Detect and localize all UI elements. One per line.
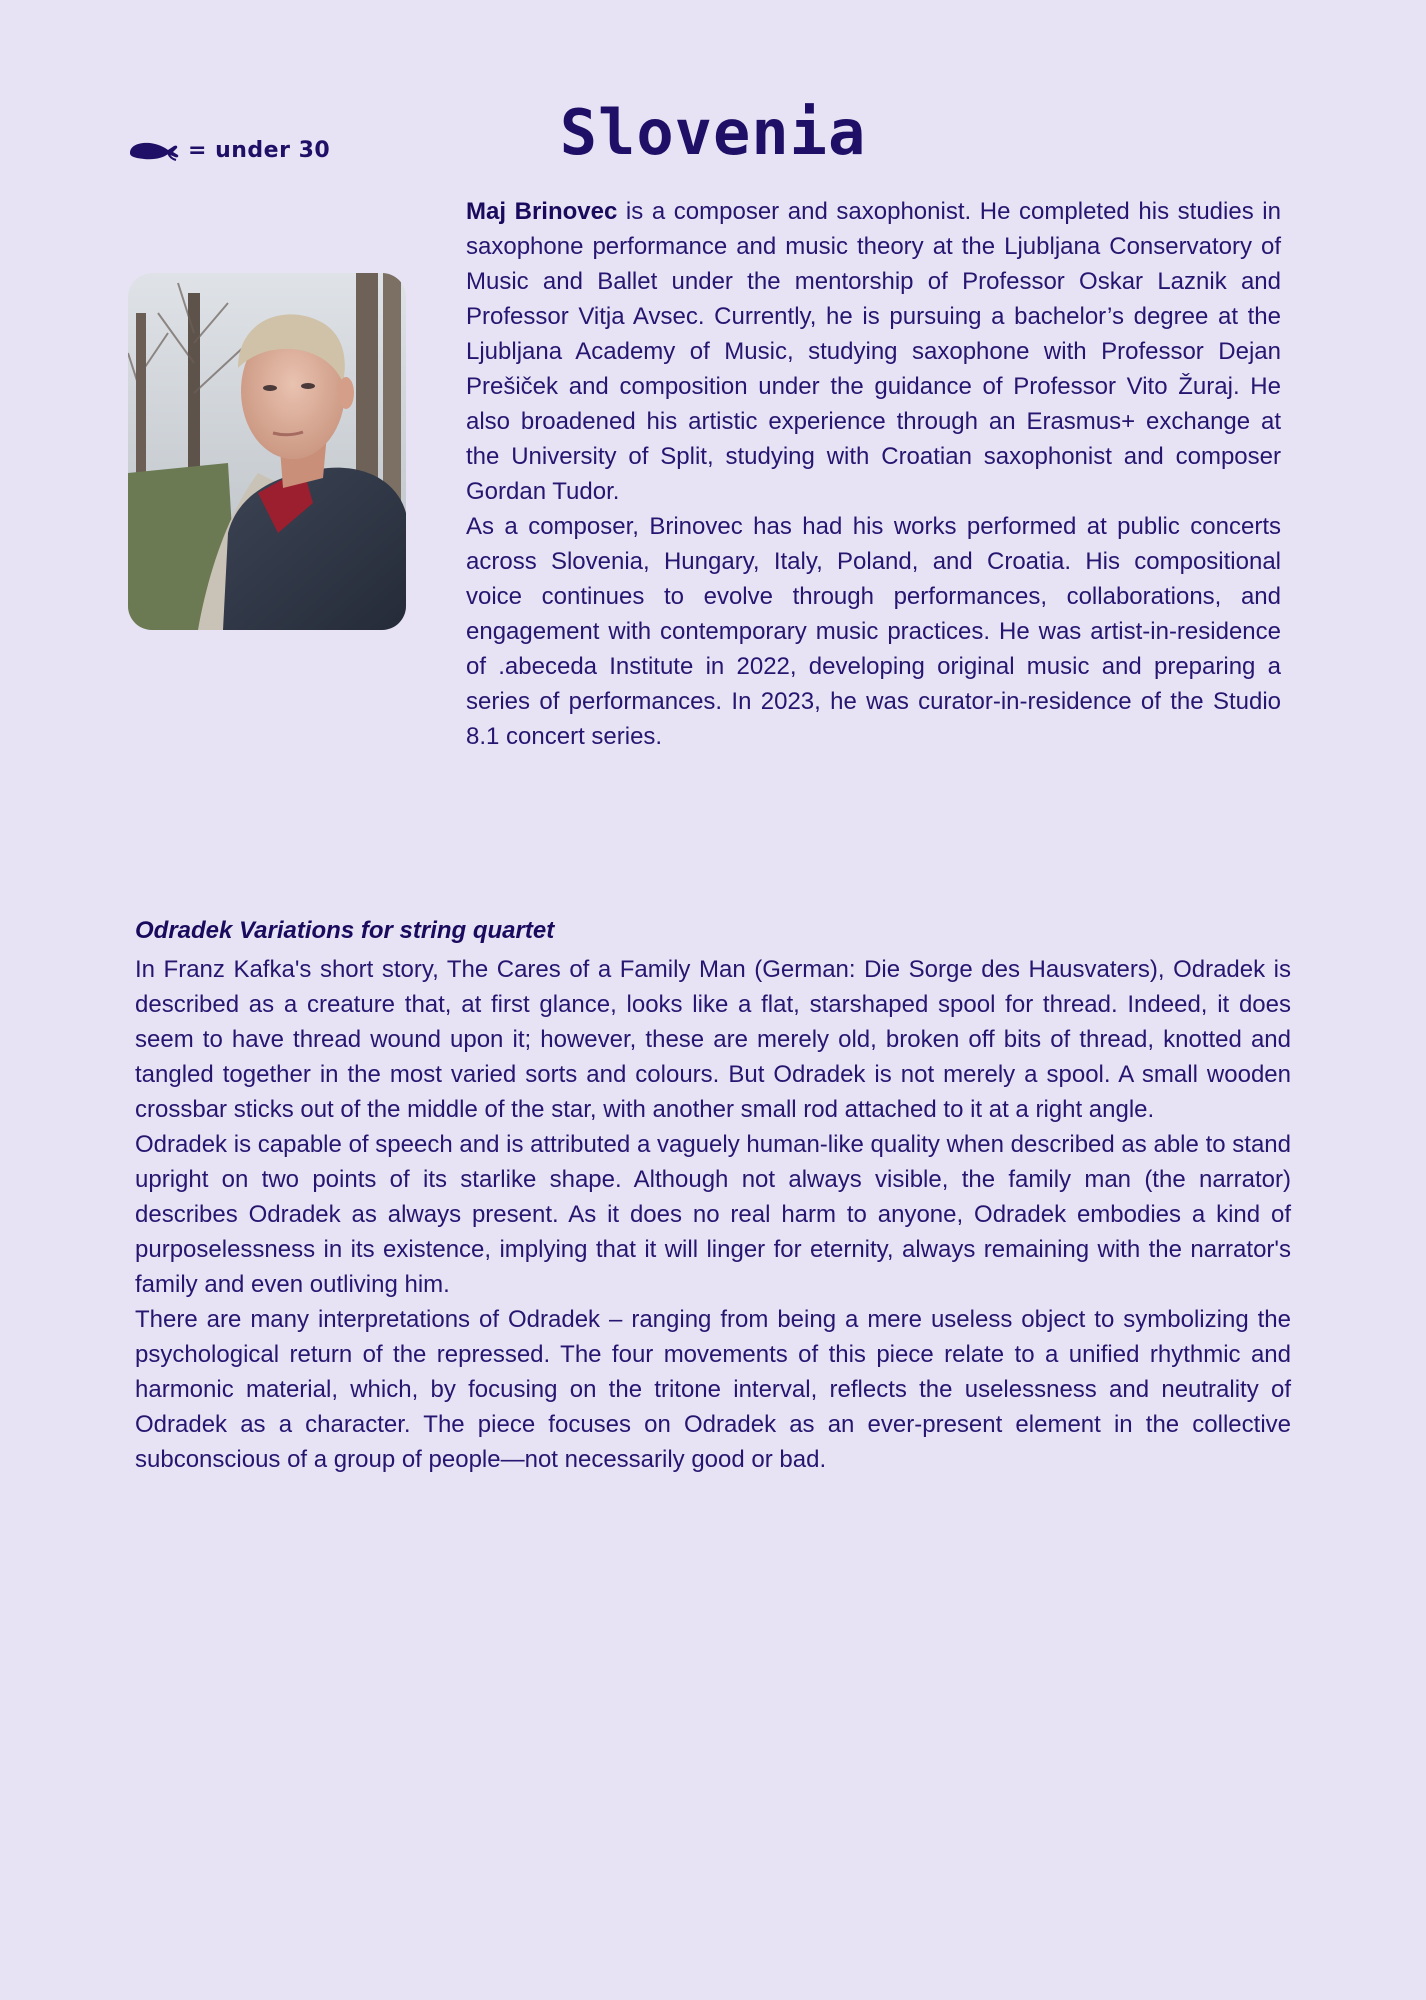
work-description [135, 910, 1291, 1477]
portrait-image [128, 273, 406, 630]
bio-paragraph-1-text: is a composer and saxophonist. He completed his studies in saxophone performance and music theory at the Ljubljana Conservatory of Music and Ballet under the mentorship of Professor Oskar Laznik and Professor Vitja Avsec. Currently, he is pursuing a bachelor’s degree at the Ljubljana Academy of Music, studying saxophone with Professor Dejan Prešiček and composition under the guidance of Professor Vito Žuraj. He also broadened his artistic experience through an Erasmus+ exchange at the University of Split, studying with Croatian saxophonist and composer Gordan Tudor. [466, 198, 1281, 505]
work-paragraph-2: Odradek is capable of speech and is attributed a vaguely human-like quality when described as able to stand upright on two points of its starlike shape. Although not always visible, the family man (the narrator) describes Odradek as always present. As it does no real harm to anyone, Odradek embodies a kind of purposelessness in its existence, implying that it will linger for eternity, always remaining with the narrator's family and even outliving him. [135, 1131, 1291, 1298]
composer-name: Maj Brinovec [466, 198, 618, 225]
legend-label: = under 30 [188, 138, 331, 163]
work-paragraph-3: There are many interpretations of Odradek – ranging from being a mere useless object to symbolizing the psychological return of the repressed. The four movements of this piece relate to a unified rhythmic and harmonic material, which, by focusing on the tritone interval, reflects the uselessness and neutrality of Odradek as a character. The piece focuses on Odradek as an ever-present element in the collective subconscious of a group of people—not necessarily good or bad. [135, 1306, 1291, 1473]
portrait-photo [128, 273, 406, 630]
work-title: Odradek Variations for string quartet [135, 917, 555, 944]
bio-paragraph-1 [466, 194, 1281, 509]
work-paragraph-1: In Franz Kafka's short story, The Cares of a Family Man (German: Die Sorge des Hausvaters), Odradek is described as a creature that, at first glance, looks like a flat, starshaped spool for thread. Indeed, it does seem to have thread wound upon it; however, these are merely old, broken off bits of thread, knotted and tangled together in the most varied sorts and colours. But Odradek is not merely a spool. A small wooden crossbar sticks out of the middle of the star, with another small rod attached to it at a right angle. [135, 956, 1291, 1123]
page-title: Slovenia [559, 96, 867, 169]
composer-bio [466, 194, 1281, 754]
bio-paragraph-2: As a composer, Brinovec has had his works performed at public concerts across Slovenia, Hungary, Italy, Poland, and Croatia. His compositional voice continues to evolve through performances, collaborations, and engagement with contemporary music practices. He was artist-in-residence of .abeceda Institute in 2022, developing original music and preparing a series of performances. In 2023, he was curator-in-residence of the Studio 8.1 concert series. [466, 513, 1281, 750]
